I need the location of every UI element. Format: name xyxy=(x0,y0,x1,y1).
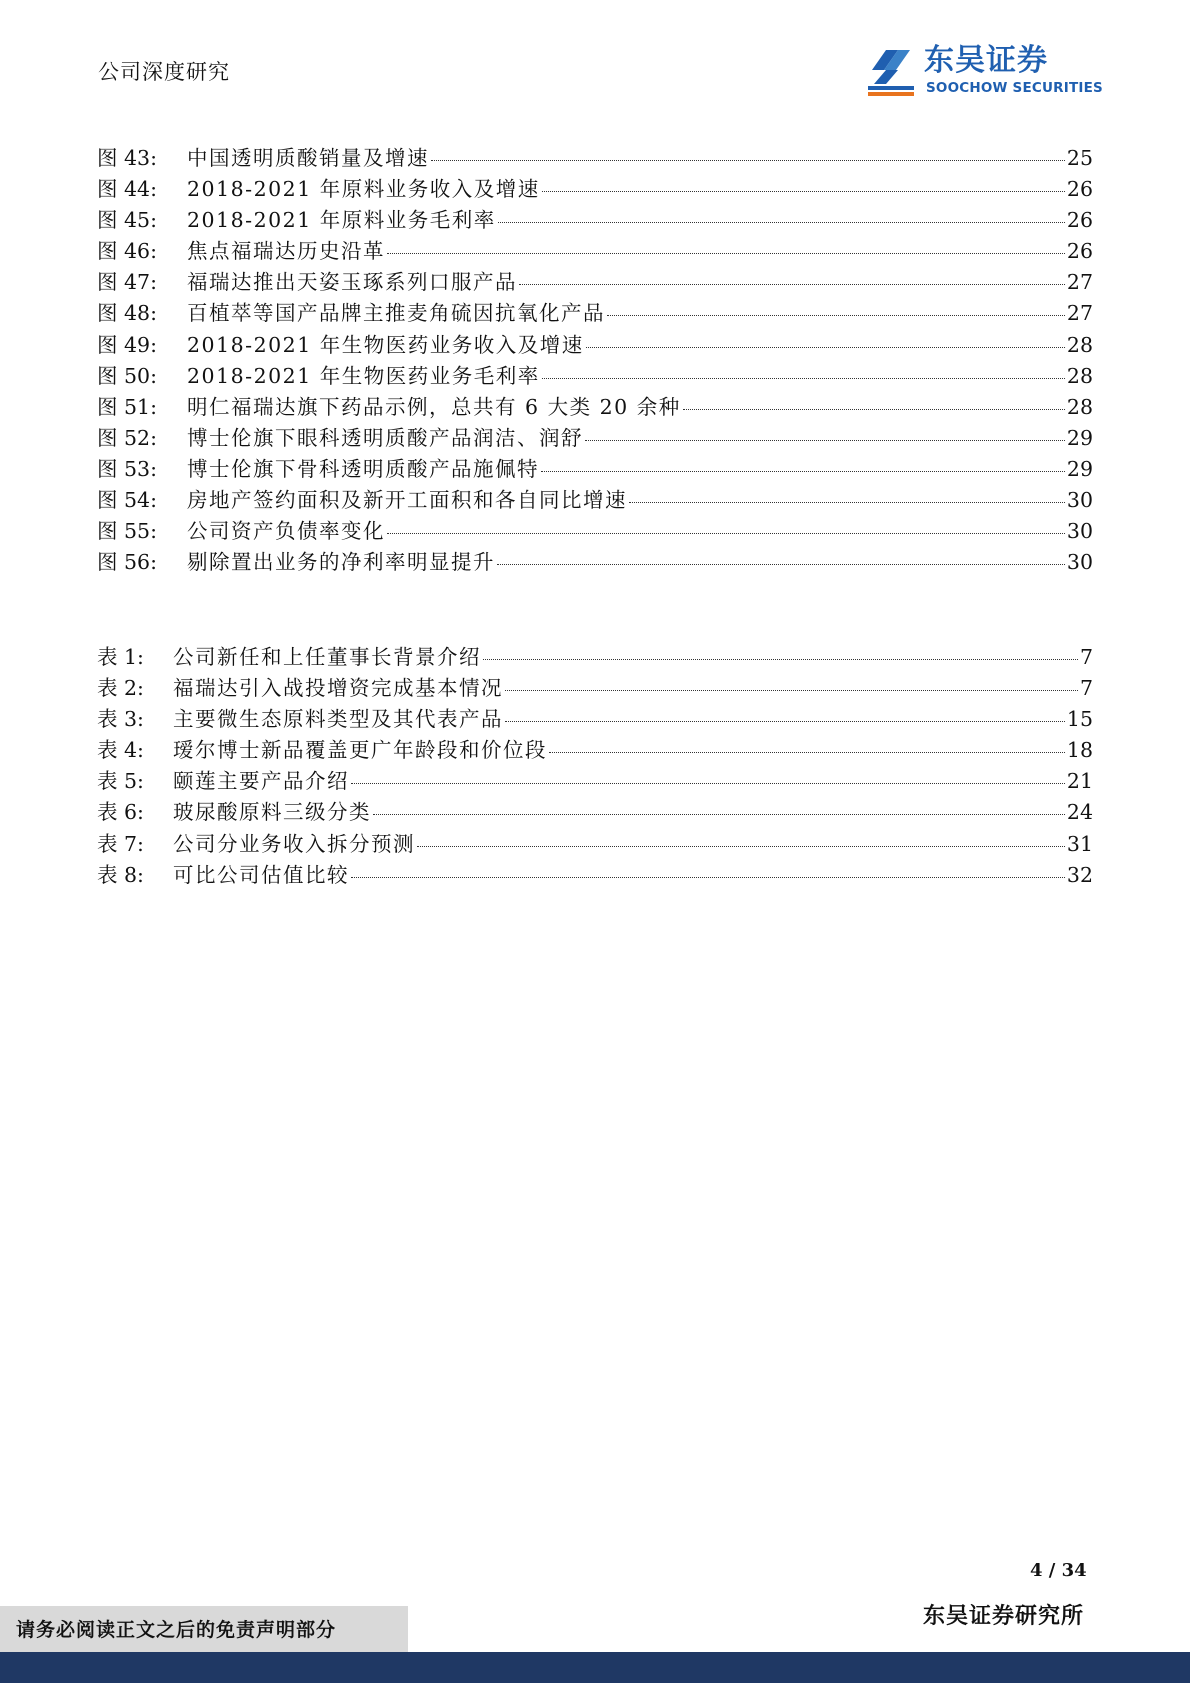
page-reference: 28 xyxy=(1066,394,1093,419)
table-index-row[interactable] xyxy=(97,829,1093,860)
figure-title: 明仁福瑞达旗下药品示例，总共有 6 大类 20 余种 xyxy=(187,394,681,419)
leader-dots xyxy=(542,190,1065,192)
company-logo xyxy=(868,44,1104,100)
leader-dots xyxy=(586,346,1065,348)
table-number: 表 6: xyxy=(97,800,144,825)
scs-logo-icon xyxy=(868,44,914,96)
figure-index-row[interactable] xyxy=(97,205,1093,236)
page-indicator: 4 / 34 xyxy=(1030,1560,1087,1581)
figure-number: 图 44: xyxy=(97,177,158,202)
table-index-row[interactable] xyxy=(97,673,1093,704)
table-number: 表 8: xyxy=(97,862,144,887)
figure-number: 图 48: xyxy=(97,301,158,326)
figure-index-row[interactable] xyxy=(97,547,1093,578)
page-reference: 28 xyxy=(1066,363,1093,388)
figure-index-row[interactable] xyxy=(97,423,1093,454)
page-reference: 15 xyxy=(1066,707,1093,732)
leader-dots xyxy=(431,159,1065,161)
page-reference: 25 xyxy=(1066,146,1093,170)
leader-dots xyxy=(497,563,1065,565)
leader-dots xyxy=(373,813,1065,815)
page-header-title: 公司深度研究 xyxy=(98,60,230,84)
figure-index-row[interactable] xyxy=(97,298,1093,329)
leader-dots xyxy=(387,252,1065,254)
page-reference: 26 xyxy=(1066,239,1093,264)
figure-index-row[interactable] xyxy=(97,174,1093,205)
figure-index-row[interactable] xyxy=(97,267,1093,298)
table-number: 表 2: xyxy=(97,676,144,701)
table-index-row[interactable] xyxy=(97,797,1093,828)
leader-dots xyxy=(483,658,1078,660)
page-reference: 30 xyxy=(1066,488,1093,513)
leader-dots xyxy=(505,689,1078,691)
figure-title: 焦点福瑞达历史沿革 xyxy=(187,239,385,264)
page-reference: 28 xyxy=(1066,332,1093,357)
page-reference: 18 xyxy=(1066,738,1093,763)
leader-dots xyxy=(607,314,1065,316)
table-title: 玻尿酸原料三级分类 xyxy=(173,800,371,825)
figure-number: 图 51: xyxy=(97,394,158,419)
figure-index-row[interactable] xyxy=(97,330,1093,361)
figure-title: 剔除置出业务的净利率明显提升 xyxy=(187,550,495,575)
table-index-row[interactable] xyxy=(97,704,1093,735)
table-title: 可比公司估值比较 xyxy=(173,862,349,887)
figure-title: 中国透明质酸销量及增速 xyxy=(187,146,429,170)
footer-bar xyxy=(0,1652,1190,1683)
figure-number: 图 45: xyxy=(97,208,158,233)
figure-title: 2018-2021 年生物医药业务毛利率 xyxy=(187,363,540,388)
figure-title: 2018-2021 年原料业务毛利率 xyxy=(187,208,496,233)
figure-title: 房地产签约面积及新开工面积和各自同比增速 xyxy=(187,488,627,513)
leader-dots xyxy=(498,221,1065,223)
table-number: 表 4: xyxy=(97,738,144,763)
table-index-row[interactable] xyxy=(97,766,1093,797)
leader-dots xyxy=(351,782,1065,784)
figure-index-row[interactable] xyxy=(97,392,1093,423)
figure-index-row[interactable] xyxy=(97,485,1093,516)
logo-name-cn: 东吴证券 xyxy=(924,43,1048,78)
page-reference: 29 xyxy=(1066,425,1093,450)
figure-index-row[interactable] xyxy=(97,236,1093,267)
figure-index-row[interactable] xyxy=(97,143,1093,174)
table-index-row[interactable] xyxy=(97,860,1093,891)
table-number: 表 1: xyxy=(97,645,144,669)
page-reference: 26 xyxy=(1066,208,1093,233)
leader-dots xyxy=(629,501,1065,503)
figure-number: 图 53: xyxy=(97,456,158,481)
figure-number: 图 49: xyxy=(97,332,158,357)
logo-name-en: SOOCHOW SECURITIES xyxy=(926,80,1103,96)
figure-number: 图 50: xyxy=(97,363,158,388)
table-index-row[interactable] xyxy=(97,642,1093,673)
page-reference: 32 xyxy=(1066,862,1093,887)
page-reference: 30 xyxy=(1066,519,1093,544)
leader-dots xyxy=(541,470,1065,472)
leader-dots xyxy=(585,439,1065,441)
leader-dots xyxy=(683,408,1065,410)
table-title: 瑷尔博士新品覆盖更广年龄段和价位段 xyxy=(173,738,547,763)
figure-title: 博士伦旗下骨科透明质酸产品施佩特 xyxy=(187,456,539,481)
page-reference: 7 xyxy=(1079,676,1093,701)
page-reference: 24 xyxy=(1066,800,1093,825)
leader-dots xyxy=(387,532,1065,534)
figure-number: 图 54: xyxy=(97,488,158,513)
figure-index-list xyxy=(97,143,1093,578)
figure-number: 图 52: xyxy=(97,425,158,450)
page-reference: 21 xyxy=(1066,769,1093,794)
disclaimer-notice: 请务必阅读正文之后的免责声明部分 xyxy=(16,1619,337,1641)
figure-title: 博士伦旗下眼科透明质酸产品润洁、润舒 xyxy=(187,425,583,450)
page-reference: 31 xyxy=(1066,831,1093,856)
page-reference: 27 xyxy=(1066,301,1093,326)
page-reference: 27 xyxy=(1066,270,1093,295)
leader-dots xyxy=(519,283,1065,285)
page-reference: 7 xyxy=(1079,645,1093,669)
table-title: 福瑞达引入战投增资完成基本情况 xyxy=(173,676,503,701)
figure-title: 2018-2021 年原料业务收入及增速 xyxy=(187,177,540,202)
figure-index-row[interactable] xyxy=(97,454,1093,485)
table-number: 表 5: xyxy=(97,769,144,794)
figure-number: 图 56: xyxy=(97,550,158,575)
figure-title: 福瑞达推出天姿玉琢系列口服产品 xyxy=(187,270,517,295)
table-title: 主要微生态原料类型及其代表产品 xyxy=(173,707,503,732)
leader-dots xyxy=(549,751,1065,753)
footer-brand: 东吴证券研究所 xyxy=(923,1603,1085,1629)
figure-title: 公司资产负债率变化 xyxy=(187,519,385,544)
table-index-list xyxy=(97,642,1093,891)
figure-number: 图 55: xyxy=(97,519,158,544)
figure-number: 图 43: xyxy=(97,146,158,170)
page-reference: 26 xyxy=(1066,177,1093,202)
leader-dots xyxy=(505,720,1065,722)
table-title: 颐莲主要产品介绍 xyxy=(173,769,349,794)
table-title: 公司分业务收入拆分预测 xyxy=(173,831,415,856)
page-reference: 30 xyxy=(1066,550,1093,575)
leader-dots xyxy=(351,876,1065,878)
table-number: 表 7: xyxy=(97,831,144,856)
figure-number: 图 47: xyxy=(97,270,158,295)
figure-index-row[interactable] xyxy=(97,361,1093,392)
table-number: 表 3: xyxy=(97,707,144,732)
figure-index-row[interactable] xyxy=(97,516,1093,547)
table-title: 公司新任和上任董事长背景介绍 xyxy=(173,645,481,669)
leader-dots xyxy=(417,845,1065,847)
table-index-row[interactable] xyxy=(97,735,1093,766)
figure-title: 百植萃等国产品牌主推麦角硫因抗氧化产品 xyxy=(187,301,605,326)
figure-number: 图 46: xyxy=(97,239,158,264)
leader-dots xyxy=(542,377,1065,379)
figure-title: 2018-2021 年生物医药业务收入及增速 xyxy=(187,332,584,357)
page-reference: 29 xyxy=(1066,456,1093,481)
